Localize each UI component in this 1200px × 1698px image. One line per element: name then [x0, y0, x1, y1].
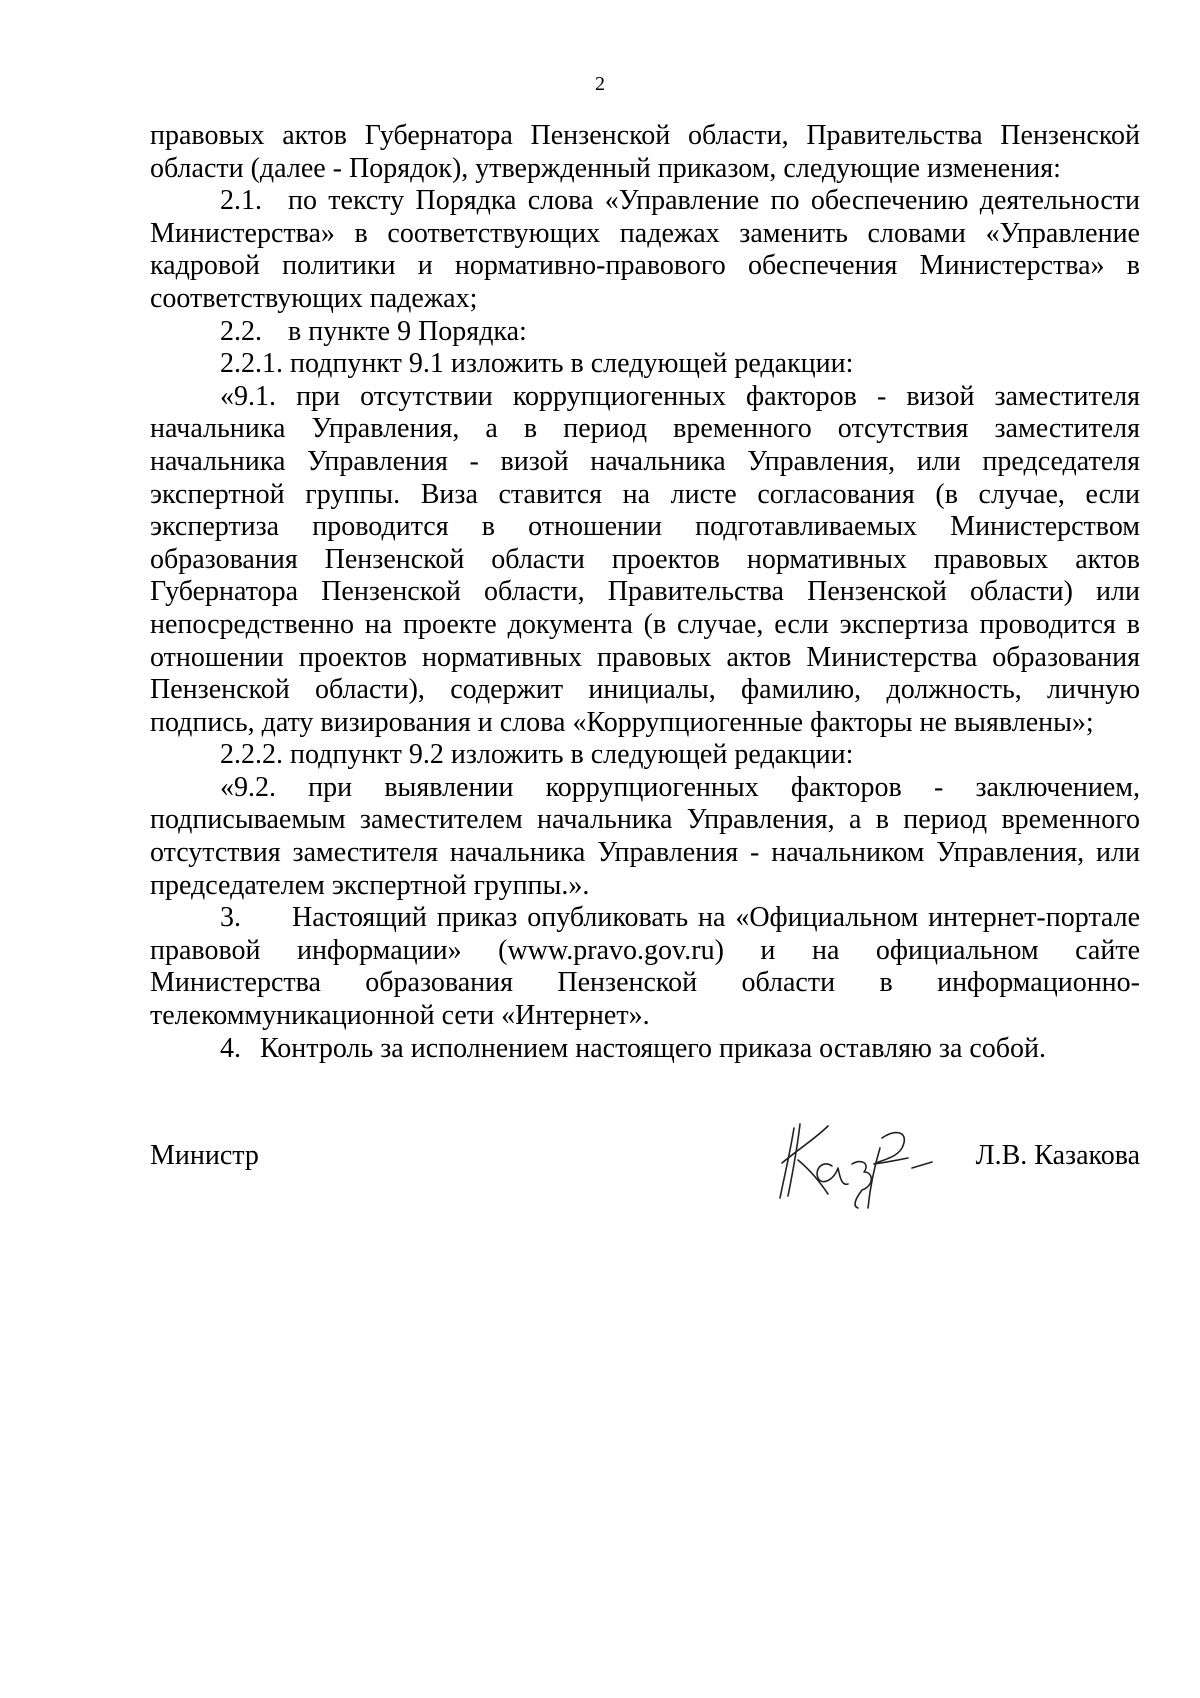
paragraph-4	[150, 1033, 1140, 1066]
paragraph-2-2-1: 2.2.1. подпункт 9.1 изложить в следующей редакции:	[220, 348, 854, 380]
signature-block	[150, 1108, 1140, 1218]
item-text: Настоящий приказ опубликовать на «Официальном интернет-портале правовой информации» (www.pravo.gov.ru) и на официальном сайте Министерства образования Пензенской области в информационно-телекоммуникационной сети «Интернет».	[150, 902, 1140, 1032]
paragraph-2-2-2: 2.2.2. подпункт 9.2 изложить в следующей редакции:	[220, 739, 854, 771]
item-number: 2.2.	[220, 315, 262, 347]
handwritten-signature	[770, 1108, 940, 1213]
item-text: Контроль за исполнением настоящего приказа оставляю за собой.	[260, 1032, 1047, 1064]
paragraph-2-1	[150, 185, 1140, 315]
paragraph-3	[150, 902, 1140, 1032]
signer-title: Министр	[150, 1140, 259, 1171]
item-text: по тексту Порядка слова «Управление по обеспечению деятельности Министерства» в соответствующих падежах заменить словами «Управление кадровой политики и нормативно-правового обеспечения Министерства» в соответствующих падежах;	[150, 185, 1140, 314]
paragraph-2-2	[150, 316, 1140, 349]
item-number: 2.1.	[220, 185, 262, 217]
paragraph-9-2-quote: «9.2. при выявлении коррупциогенных факторов - заключением, подписываемым заместителем начальника Управления, а в период временного отсутствия заместителя начальника Управления - начальником Управления, или председателем экспертной группы.».	[150, 771, 1140, 901]
item-number: 3.	[220, 902, 241, 934]
page-number: 2	[595, 73, 605, 95]
item-number: 4.	[220, 1032, 241, 1064]
signer-name: Л.В. Казакова	[975, 1140, 1140, 1171]
document-body	[150, 120, 1140, 1065]
paragraph-continuation: правовых актов Губернатора Пензенской области, Правительства Пензенской области (далее - Порядок), утвержденный приказом, следующие изменения:	[150, 120, 1140, 184]
paragraph-9-1-quote: «9.1. при отсутствии коррупциогенных факторов - визой заместителя начальника Управления, а в период временного отсутствия заместителя начальника Управления - визой начальника Управления, или председателя экспертной группы. Виза ставится на листе согласования (в случае, если экспертиза проводится в отношении подготавливаемых Министерством образования Пензенской области проектов нормативных правовых актов Губернатора Пензенской области, Правительства Пензенской области) или непосредственно на проекте документа (в случае, если экспертиза проводится в отношении проектов нормативных правовых актов Министерства образования Пензенской области), содержит инициалы, фамилию, должность, личную подпись, дату визирования и слова «Коррупциогенные факторы не выявлены»;	[150, 380, 1140, 738]
item-text: в пункте 9 Порядка:	[288, 315, 527, 347]
